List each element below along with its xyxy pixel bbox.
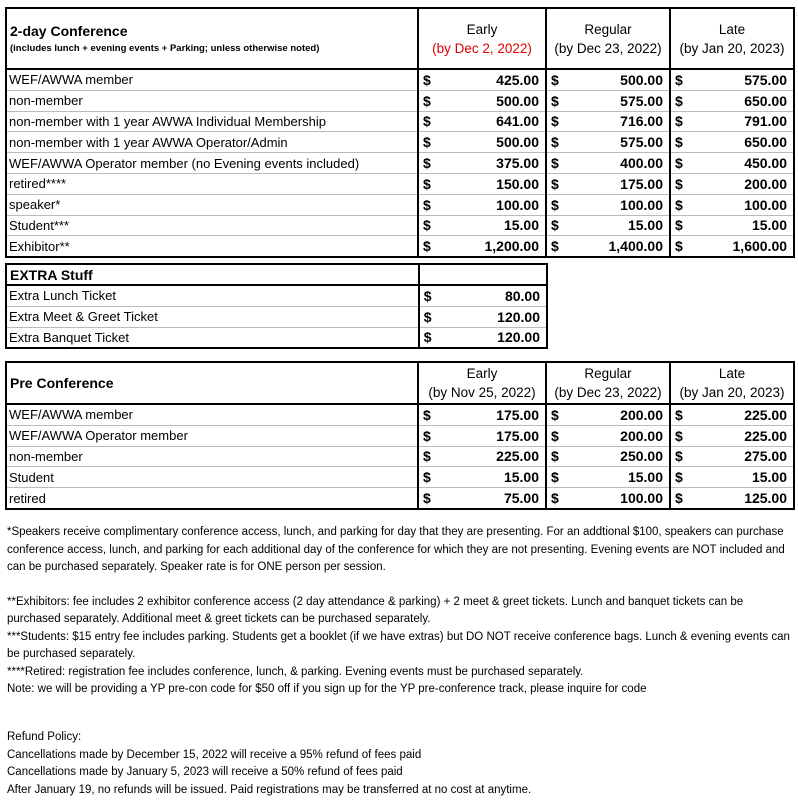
currency-symbol: $ (546, 90, 570, 111)
table-row (6, 488, 794, 509)
price-late: 125.00 (744, 490, 788, 507)
conference-title-cell (6, 8, 418, 69)
preconference-fee-table (5, 361, 795, 510)
row-label: retired**** (6, 173, 418, 194)
row-label: non-member (6, 90, 418, 111)
price-late: 650.00 (694, 90, 794, 111)
preconference-title: Pre Conference (6, 362, 418, 404)
row-label: non-member (6, 446, 418, 467)
conference-fee-table (5, 7, 795, 258)
currency-symbol: $ (423, 490, 431, 507)
price-early: 375.00 (442, 153, 546, 174)
currency-symbol: $ (670, 467, 694, 488)
price-late: 575.00 (694, 69, 794, 90)
price-late: 225.00 (694, 404, 794, 425)
price-late: 650.00 (694, 132, 794, 153)
currency-symbol: $ (670, 173, 694, 194)
refund-title: Refund Policy: (7, 731, 82, 743)
price-regular: 250.00 (570, 446, 670, 467)
price-regular: 575.00 (570, 90, 670, 111)
currency-symbol: $ (546, 132, 570, 153)
conference-subtitle: (includes lunch + evening events + Parking; unless otherwise noted) (10, 43, 320, 54)
currency-symbol: $ (419, 306, 443, 327)
price-early: 175.00 (442, 425, 546, 446)
price-late: 15.00 (694, 467, 794, 488)
price-late: 225.00 (694, 425, 794, 446)
price-late: 1,600.00 (732, 238, 788, 255)
pre-column-header-early: Early (by Nov 25, 2022) (418, 362, 546, 404)
extra-title: EXTRA Stuff (6, 264, 419, 285)
currency-symbol: $ (419, 285, 443, 306)
currency-symbol: $ (546, 215, 570, 236)
currency-symbol: $ (418, 215, 442, 236)
price-early: 225.00 (442, 446, 546, 467)
pre-column-header-late: Late (by Jan 20, 2023) (670, 362, 794, 404)
price-regular: 400.00 (570, 153, 670, 174)
price-regular: 15.00 (570, 467, 670, 488)
footnotes (7, 524, 792, 699)
student-note: ***Students: $15 entry fee includes parking. Students get a booklet (if we have extras) but DO NOT receive conference bags. Lunch & evening events can be purchased separately. (7, 630, 790, 660)
currency-symbol: $ (546, 446, 570, 467)
column-header-late: Late (by Jan 20, 2023) (670, 8, 794, 69)
price: 80.00 (443, 285, 547, 306)
currency-symbol: $ (670, 404, 694, 425)
currency-symbol: $ (670, 111, 694, 132)
refund-policy (7, 729, 792, 799)
price-regular: 100.00 (570, 194, 670, 215)
currency-symbol: $ (546, 404, 570, 425)
conference-title: 2-day Conference (10, 23, 128, 39)
table-row (6, 153, 794, 174)
currency-symbol: $ (418, 132, 442, 153)
table-row (6, 236, 794, 257)
currency-symbol: $ (546, 173, 570, 194)
price-regular: 500.00 (570, 69, 670, 90)
table-row (6, 425, 794, 446)
currency-symbol: $ (546, 194, 570, 215)
currency-symbol: $ (546, 425, 570, 446)
price-late: 100.00 (694, 194, 794, 215)
table-row (6, 327, 547, 348)
table-row (6, 446, 794, 467)
yp-note: Note: we will be providing a YP pre-con code for $50 off if you sign up for the YP pre-conference track, please inquire for code (7, 683, 647, 695)
row-label: WEF/AWWA Operator member (6, 425, 418, 446)
row-label: non-member with 1 year AWWA Individual Membership (6, 111, 418, 132)
price-early: 1,200.00 (442, 236, 546, 257)
price-early: 100.00 (442, 194, 546, 215)
currency-symbol: $ (670, 425, 694, 446)
currency-symbol: $ (418, 425, 442, 446)
currency-symbol: $ (418, 467, 442, 488)
price-late: 200.00 (694, 173, 794, 194)
currency-symbol: $ (670, 194, 694, 215)
price-regular: 175.00 (570, 173, 670, 194)
column-header-regular: Regular (by Dec 23, 2022) (546, 8, 670, 69)
table-row (6, 215, 794, 236)
table-row (6, 90, 794, 111)
row-label: speaker* (6, 194, 418, 215)
pre-column-header-regular: Regular (by Dec 23, 2022) (546, 362, 670, 404)
currency-symbol: $ (418, 153, 442, 174)
currency-symbol: $ (546, 153, 570, 174)
row-label: Extra Lunch Ticket (6, 285, 419, 306)
currency-symbol: $ (551, 490, 559, 507)
price-early: 500.00 (442, 132, 546, 153)
currency-symbol: $ (670, 446, 694, 467)
price-early: 150.00 (442, 173, 546, 194)
currency-symbol: $ (418, 69, 442, 90)
price-early: 15.00 (442, 215, 546, 236)
currency-symbol: $ (675, 238, 683, 255)
table-row (6, 194, 794, 215)
row-label: WEF/AWWA Operator member (no Evening events included) (6, 153, 418, 174)
currency-symbol: $ (546, 111, 570, 132)
price-regular: 575.00 (570, 132, 670, 153)
refund-line: Cancellations made by December 15, 2022 will receive a 95% refund of fees paid (7, 748, 422, 761)
currency-symbol: $ (423, 238, 431, 255)
price-regular: 716.00 (570, 111, 670, 132)
currency-symbol: $ (418, 111, 442, 132)
row-label: Extra Meet & Greet Ticket (6, 306, 419, 327)
table-row (6, 132, 794, 153)
extra-stuff-table (5, 263, 548, 349)
currency-symbol: $ (670, 153, 694, 174)
price-late: 275.00 (694, 446, 794, 467)
refund-line: After January 19, no refunds will be issued. Paid registrations may be transferred at no cost at anytime. (7, 783, 532, 796)
speaker-note: *Speakers receive complimentary conference access, lunch, and parking for day that they are presenting. For an addtional $100, speakers can purchase conference access, lunch, and parking for each additional day of the conference for which they are not presenting. Evening events are NOT included and can be purchased separately. Speaker rate is for ONE person per session. (7, 526, 785, 573)
row-label: retired (6, 488, 418, 509)
price: 120.00 (497, 329, 540, 346)
table-row (6, 173, 794, 194)
currency-symbol: $ (418, 173, 442, 194)
price-regular: 200.00 (570, 425, 670, 446)
currency-symbol: $ (546, 69, 570, 90)
row-label: Student*** (6, 215, 418, 236)
exhibitor-note: **Exhibitors: fee includes 2 exhibitor conference access (2 day attendance & parking) + 2 meet & greet tickets. Lunch and banquet tickets can be purchased separately. Additional meet & greet tickets can be purchased separately. (7, 595, 744, 625)
currency-symbol: $ (418, 90, 442, 111)
price: 120.00 (443, 306, 547, 327)
price-early: 500.00 (442, 90, 546, 111)
price-regular: 15.00 (570, 215, 670, 236)
currency-symbol: $ (418, 194, 442, 215)
column-header-early: Early (by Dec 2, 2022) (418, 8, 546, 69)
row-label: WEF/AWWA member (6, 404, 418, 425)
price-late: 15.00 (694, 215, 794, 236)
price-early: 641.00 (442, 111, 546, 132)
early-deadline-date: (by Dec 2, 2022) (432, 40, 532, 56)
row-label: Student (6, 467, 418, 488)
table-row (6, 404, 794, 425)
currency-symbol: $ (423, 329, 432, 346)
price-regular: 1,400.00 (570, 236, 670, 257)
table-row (6, 467, 794, 488)
currency-symbol: $ (670, 69, 694, 90)
currency-symbol: $ (418, 446, 442, 467)
price-early: 15.00 (442, 467, 546, 488)
price-early: 75.00 (442, 488, 546, 509)
row-label: Extra Banquet Ticket (6, 327, 419, 348)
price-early: 425.00 (442, 69, 546, 90)
refund-line: Cancellations made by January 5, 2023 will receive a 50% refund of fees paid (7, 766, 403, 778)
table-row (6, 285, 547, 306)
price-regular: 100.00 (570, 488, 670, 509)
table-row (6, 306, 547, 327)
currency-symbol: $ (551, 238, 559, 255)
retired-note: ****Retired: registration fee includes conference, lunch, & parking. Evening events must be purchased separately. (7, 665, 584, 678)
price-late: 791.00 (694, 111, 794, 132)
row-label: Exhibitor** (6, 236, 418, 257)
currency-symbol: $ (418, 404, 442, 425)
currency-symbol: $ (670, 90, 694, 111)
currency-symbol: $ (675, 490, 683, 507)
currency-symbol: $ (670, 132, 694, 153)
currency-symbol: $ (546, 467, 570, 488)
row-label: WEF/AWWA member (6, 69, 418, 90)
currency-symbol: $ (670, 215, 694, 236)
table-row (6, 69, 794, 90)
price-late: 450.00 (694, 153, 794, 174)
row-label: non-member with 1 year AWWA Operator/Admin (6, 132, 418, 153)
price-regular: 200.00 (570, 404, 670, 425)
table-row (6, 111, 794, 132)
price-early: 175.00 (442, 404, 546, 425)
